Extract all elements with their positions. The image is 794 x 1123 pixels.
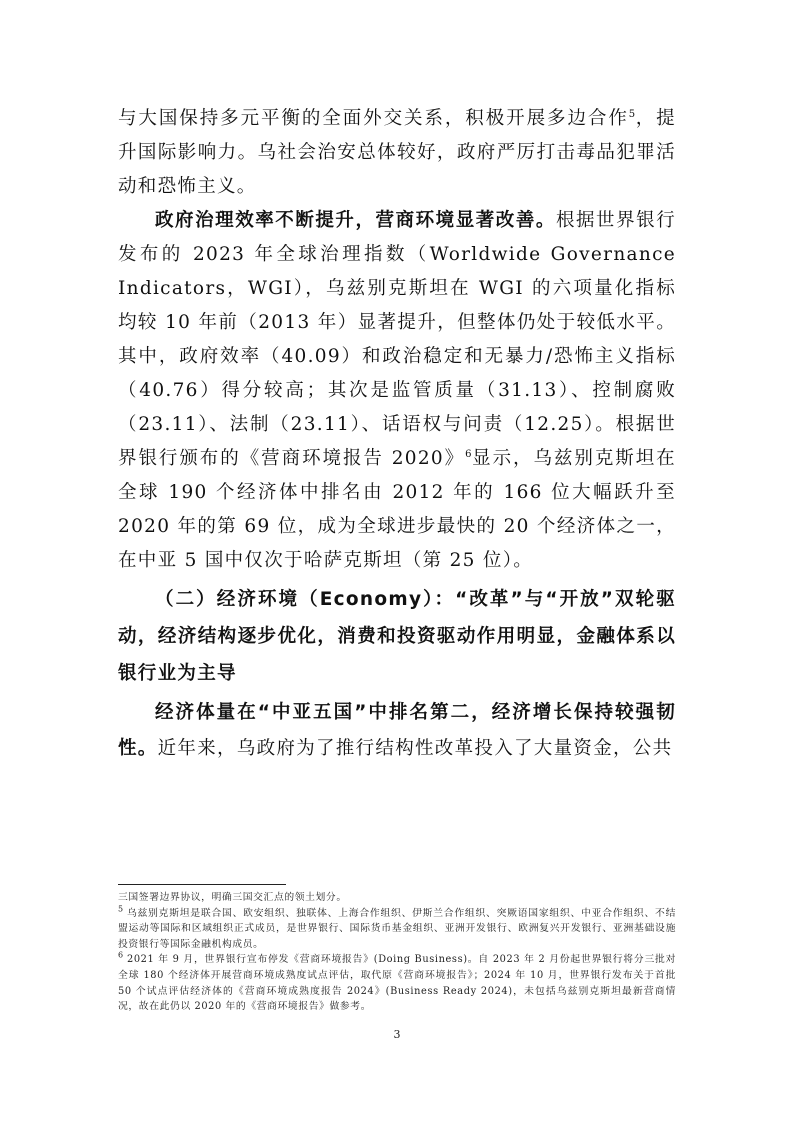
footnote-5 — [118, 906, 676, 953]
page-number: 3 — [393, 1028, 401, 1041]
footnote-text: 2021 年 9 月，世界银行宣布停发《营商环境报告》(Doing Business)。自 2023 年 2 月份起世界银行将分三批对全球 180 个经济体开展营商环境成熟度试点评估，取代原《营商环境报告》；2024 年 10 月，世界银行发布关于首批 50 个试点评估经济体的《营商环境成熟度报告 2024》(Business Ready 2024)，未包括乌兹别克斯坦最新营商情况，故在此仍以 2020 年的《营商环境报告》做参考。 — [118, 954, 676, 1013]
footnotes — [118, 890, 676, 1015]
paragraph-governance — [118, 204, 676, 578]
paragraph-diplomacy — [118, 102, 676, 204]
footnote-mark-5: 5 — [118, 904, 124, 914]
paragraph-text: 与大国保持多元平衡的全面外交关系，积极开展多边合作 — [118, 108, 629, 129]
paragraph-text: ，提升国际影响力。乌社会治安总体较好，政府严厉打击毒品犯罪活动和恐怖主义。 — [118, 108, 676, 197]
paragraph-lead: 经济体量在“中亚五国”中排名第二，经济增长保持较强韧性。 — [118, 702, 676, 759]
footnote-ref-5[interactable]: 5 — [628, 108, 636, 120]
body-text — [118, 102, 676, 767]
paragraph-economy — [118, 695, 676, 767]
footnote-text: 乌兹别克斯坦是联合国、欧安组织、独联体、上海合作组织、伊斯兰合作组织、突厥语国家组织、中亚合作组织、不结盟运动等国际和区域组织正式成员，是世界银行、国际货币基金组织、亚洲开发银行、欧洲复兴开发银行、亚洲基础设施投资银行等国际金融机构成员。 — [118, 907, 676, 950]
footnote-separator — [118, 884, 286, 885]
section-heading-economy: （二）经济环境（Economy）：“改革”与“开放”双轮驱动，经济结构逐步优化，消费和投资驱动作用明显，金融体系以银行业为主导 — [118, 589, 676, 684]
paragraph-text: 显示，乌兹别克斯坦在全球 190 个经济体中排名由 2012 年的 166 位大幅跃升至 2020 年的第 69 位，成为全球进步最快的 20 个经济体之一，在中亚 5 国中仅次于哈萨克斯坦（第 25 位）。 — [118, 448, 676, 571]
paragraph-text: 根据世界银行发布的 2023 年全球治理指数（Worldwide Governance Indicators，WGI），乌兹别克斯坦在 WGI 的六项量化指标均较 10 年前（2013 年）显著提升，但整体仍处于较低水平。其中，政府效率（40.09）和政治稳定和无暴力/恐怖主义指标（40.76）得分较高；其次是监管质量（31.13）、控制腐败（23.11）、法制（23.11）、话语权与问责（12.25）。根据世界银行颁布的《营商环境报告 2020》 — [118, 210, 676, 469]
footnote-6 — [118, 952, 676, 1014]
paragraph-text: 近年来，乌政府为了推行结构性改革投入了大量资金，公共 — [157, 738, 673, 759]
footnote-mark-6: 6 — [118, 951, 124, 961]
footnote-ref-6[interactable]: 6 — [465, 448, 472, 460]
paragraph-lead: 政府治理效率不断提升，营商环境显著改善。 — [155, 210, 556, 231]
footnote-continued: 三国签署边界协议，明确三国交汇点的领土划分。 — [118, 892, 347, 903]
